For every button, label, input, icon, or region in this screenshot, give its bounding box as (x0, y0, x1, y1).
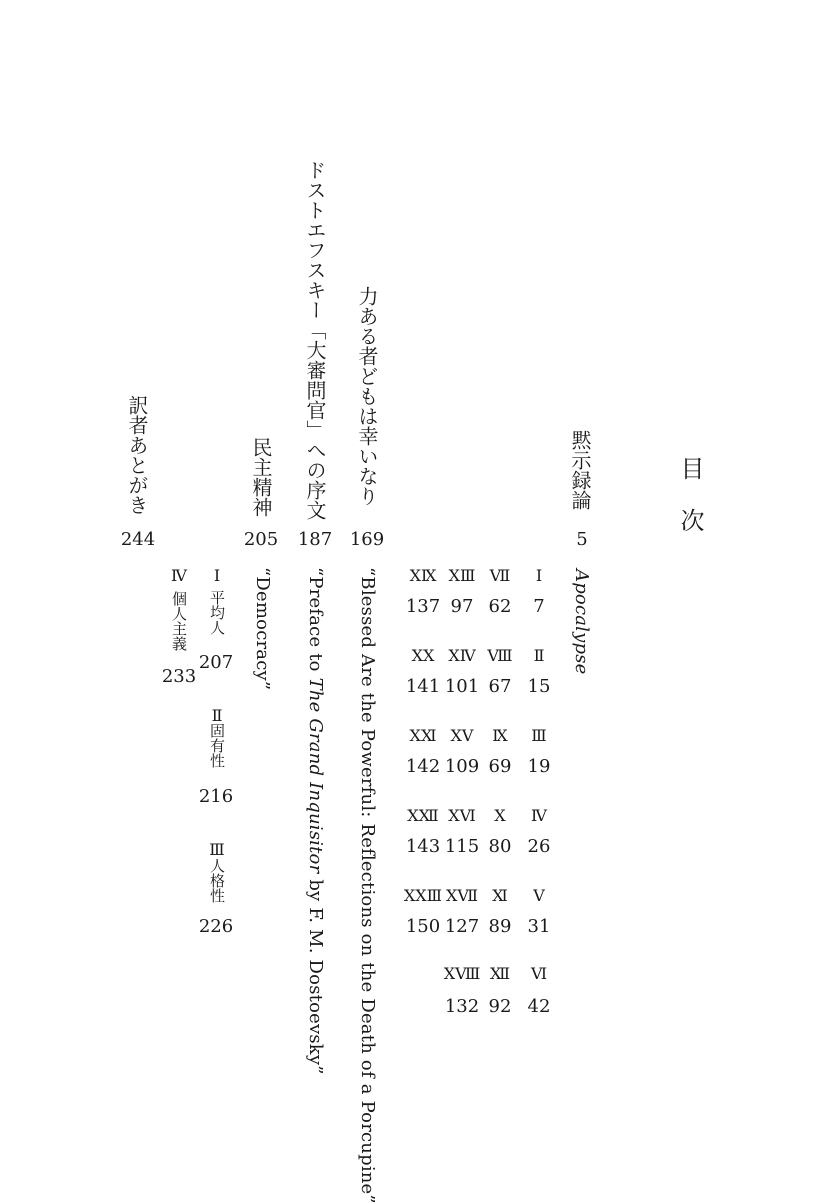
page-title: 目次 (676, 456, 704, 560)
entry-page-inquisitor: 187 (297, 529, 333, 550)
entry-title-powerful: 力ある者どもは幸いなり (355, 286, 379, 506)
section-name: 人格性 (208, 858, 226, 903)
section-num: ⅩⅥ (448, 806, 476, 825)
section-num: Ⅶ (489, 566, 511, 585)
section-page: 80 (488, 836, 512, 857)
section-num: ⅩⅧ (443, 964, 481, 983)
section-page: 31 (527, 916, 551, 937)
entry-subtitle-powerful: “Blessed Are the Powerful: Reflections on the Death of a Porcupine” (357, 567, 378, 1204)
section-num: Ⅸ (492, 726, 508, 745)
section-page: 233 (161, 666, 197, 687)
section-num: Ⅵ (530, 964, 548, 983)
section-num: Ⅴ (533, 886, 545, 905)
section-page: 97 (450, 596, 474, 617)
section-num: ⅩⅢ (448, 566, 476, 585)
section-num: Ⅲ (209, 840, 225, 859)
entry-title-democracy: 民主精神 (249, 437, 273, 517)
section-page: 143 (405, 836, 441, 857)
section-page: 132 (444, 996, 480, 1017)
section-num: Ⅰ (535, 566, 543, 585)
section-page: 67 (488, 676, 512, 697)
section-page: 19 (527, 756, 551, 777)
section-page: 137 (405, 596, 441, 617)
entry-title-apocalypse: 黙示録論 (568, 430, 592, 510)
section-page: 15 (527, 676, 551, 697)
entry-title-inquisitor: ドストエフスキー「大審問官」への序文 (303, 160, 327, 520)
section-page: 127 (444, 916, 480, 937)
section-page: 42 (527, 996, 551, 1017)
section-num: ⅩⅪ (409, 726, 437, 745)
section-num: Ⅰ (213, 566, 221, 585)
section-num: ⅩⅩⅢ (403, 886, 443, 905)
section-num: ⅩⅦ (445, 886, 479, 905)
entry-subtitle-democracy: “Democracy” (252, 567, 273, 691)
entry-page-democracy: 205 (243, 529, 279, 550)
section-page: 109 (444, 756, 480, 777)
section-num: ⅩⅣ (448, 646, 476, 665)
entry-page-afterword: 244 (120, 529, 156, 550)
section-page: 101 (444, 676, 480, 697)
section-page: 26 (527, 836, 551, 857)
section-page: 207 (198, 652, 234, 673)
entry-subtitle-inquisitor: “Preface to The Grand Inquisitor by F. M. Dostoevsky” (305, 567, 326, 1075)
section-num: Ⅺ (492, 886, 508, 905)
section-num: Ⅳ (171, 566, 187, 585)
section-num: ⅩⅨ (409, 566, 437, 585)
section-name: 平均人 (208, 590, 226, 635)
section-num: ⅩⅤ (450, 726, 474, 745)
section-page: 115 (444, 836, 480, 857)
section-num: ⅩⅩ (411, 646, 435, 665)
section-num: Ⅱ (211, 706, 223, 725)
entry-page-apocalypse: 5 (576, 529, 588, 550)
section-name: 固有性 (208, 723, 226, 768)
entry-title-afterword: 訳者あとがき (125, 395, 149, 515)
section-page: 69 (488, 756, 512, 777)
section-num: Ⅱ (533, 646, 545, 665)
section-page: 141 (405, 676, 441, 697)
section-page: 92 (488, 996, 512, 1017)
entry-page-powerful: 169 (349, 529, 385, 550)
section-page: 142 (405, 756, 441, 777)
section-page: 7 (533, 596, 545, 617)
section-name: 個人主義 (170, 591, 188, 651)
section-num: ⅩⅫ (407, 806, 439, 825)
section-num: Ⅲ (531, 726, 547, 745)
section-num: Ⅷ (487, 646, 513, 665)
section-page: 226 (198, 916, 234, 937)
entry-subtitle-apocalypse: Apocalypse (571, 569, 592, 675)
section-num: Ⅳ (531, 806, 547, 825)
section-page: 216 (198, 786, 234, 807)
book-title-italic: The Grand Inquisitor (305, 677, 326, 874)
section-page: 89 (488, 916, 512, 937)
section-num: Ⅹ (494, 806, 506, 825)
section-num: Ⅻ (489, 964, 511, 983)
section-page: 62 (488, 596, 512, 617)
section-page: 150 (405, 916, 441, 937)
